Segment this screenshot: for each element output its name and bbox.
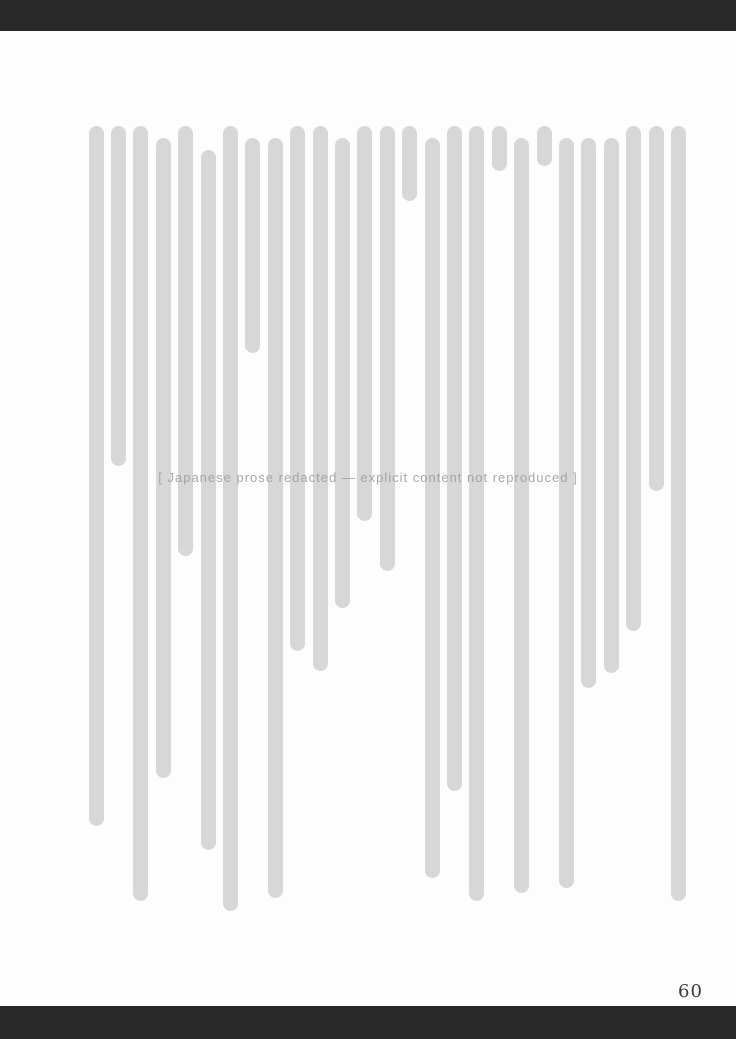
text-column-redacted — [537, 126, 552, 166]
text-column-redacted — [514, 138, 529, 893]
text-column-redacted — [402, 126, 417, 201]
page-number: 60 — [678, 981, 703, 1002]
text-column-redacted — [581, 138, 596, 688]
page-body — [0, 31, 736, 1006]
text-column-redacted — [290, 126, 305, 651]
text-column-redacted — [156, 138, 171, 778]
text-column-redacted — [357, 126, 372, 521]
text-column-redacted — [268, 138, 283, 898]
text-column-redacted — [223, 126, 238, 911]
text-column-redacted — [469, 126, 484, 901]
text-column-redacted — [671, 126, 686, 901]
text-column-redacted — [559, 138, 574, 888]
text-block — [61, 116, 686, 926]
scan-border-top — [0, 0, 736, 31]
text-column-redacted — [447, 126, 462, 791]
text-column-redacted — [380, 126, 395, 571]
text-column-redacted — [245, 138, 260, 353]
text-column-redacted — [313, 126, 328, 671]
text-column-redacted — [649, 126, 664, 491]
text-column-redacted — [178, 126, 193, 556]
text-column-redacted — [111, 126, 126, 466]
redaction-note: [ Japanese prose redacted — explicit content not reproduced ] — [158, 470, 578, 485]
text-column-redacted — [201, 150, 216, 850]
text-column-redacted — [492, 126, 507, 171]
scan-border-bottom — [0, 1006, 736, 1039]
text-column-redacted — [335, 138, 350, 608]
text-column-redacted — [425, 138, 440, 878]
text-column-redacted — [133, 126, 148, 901]
text-column-redacted — [604, 138, 619, 673]
text-column-redacted — [89, 126, 104, 826]
text-column-redacted — [626, 126, 641, 631]
